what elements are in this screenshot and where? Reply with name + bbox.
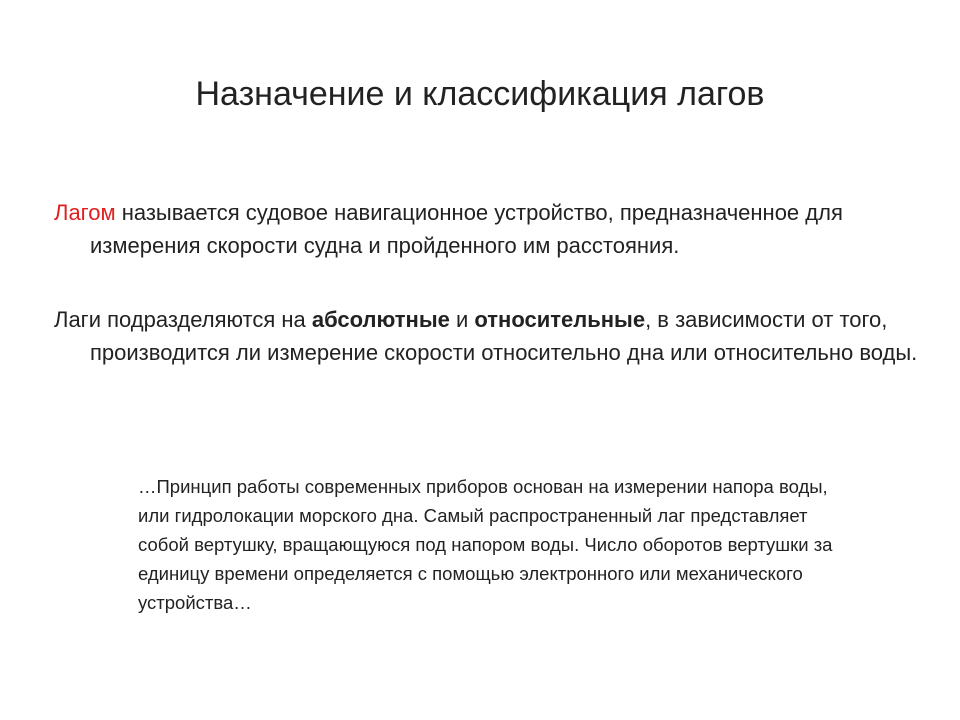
type-relative: относительные bbox=[474, 307, 646, 332]
definition-text: называется судовое навигационное устройство, предназначенное для измерения скорости судна и пройденного им расстояния. bbox=[90, 200, 843, 258]
slide-title: Назначение и классификация лагов bbox=[195, 75, 765, 113]
classification-conjunction: и bbox=[449, 307, 475, 332]
classification-intro: Лаги подразделяются на bbox=[54, 307, 312, 332]
classification-paragraph bbox=[54, 303, 940, 369]
type-absolute: абсолютные bbox=[311, 307, 450, 332]
definition-term: Лагом bbox=[54, 200, 116, 225]
quote-text: …Принцип работы современных приборов основан на измерении напора воды, или гидролокации морского дна. Самый распространенный лаг представляет собой вертушку, вращающуюся под напором воды. Число оборотов вертушки за единицу времени определяется с помощью электронного или механического устройства… bbox=[138, 476, 833, 613]
classification-rest: , в зависимости от того, производится ли измерение скорости относительно дна или относительно воды. bbox=[90, 307, 918, 365]
definition-paragraph bbox=[54, 196, 940, 262]
